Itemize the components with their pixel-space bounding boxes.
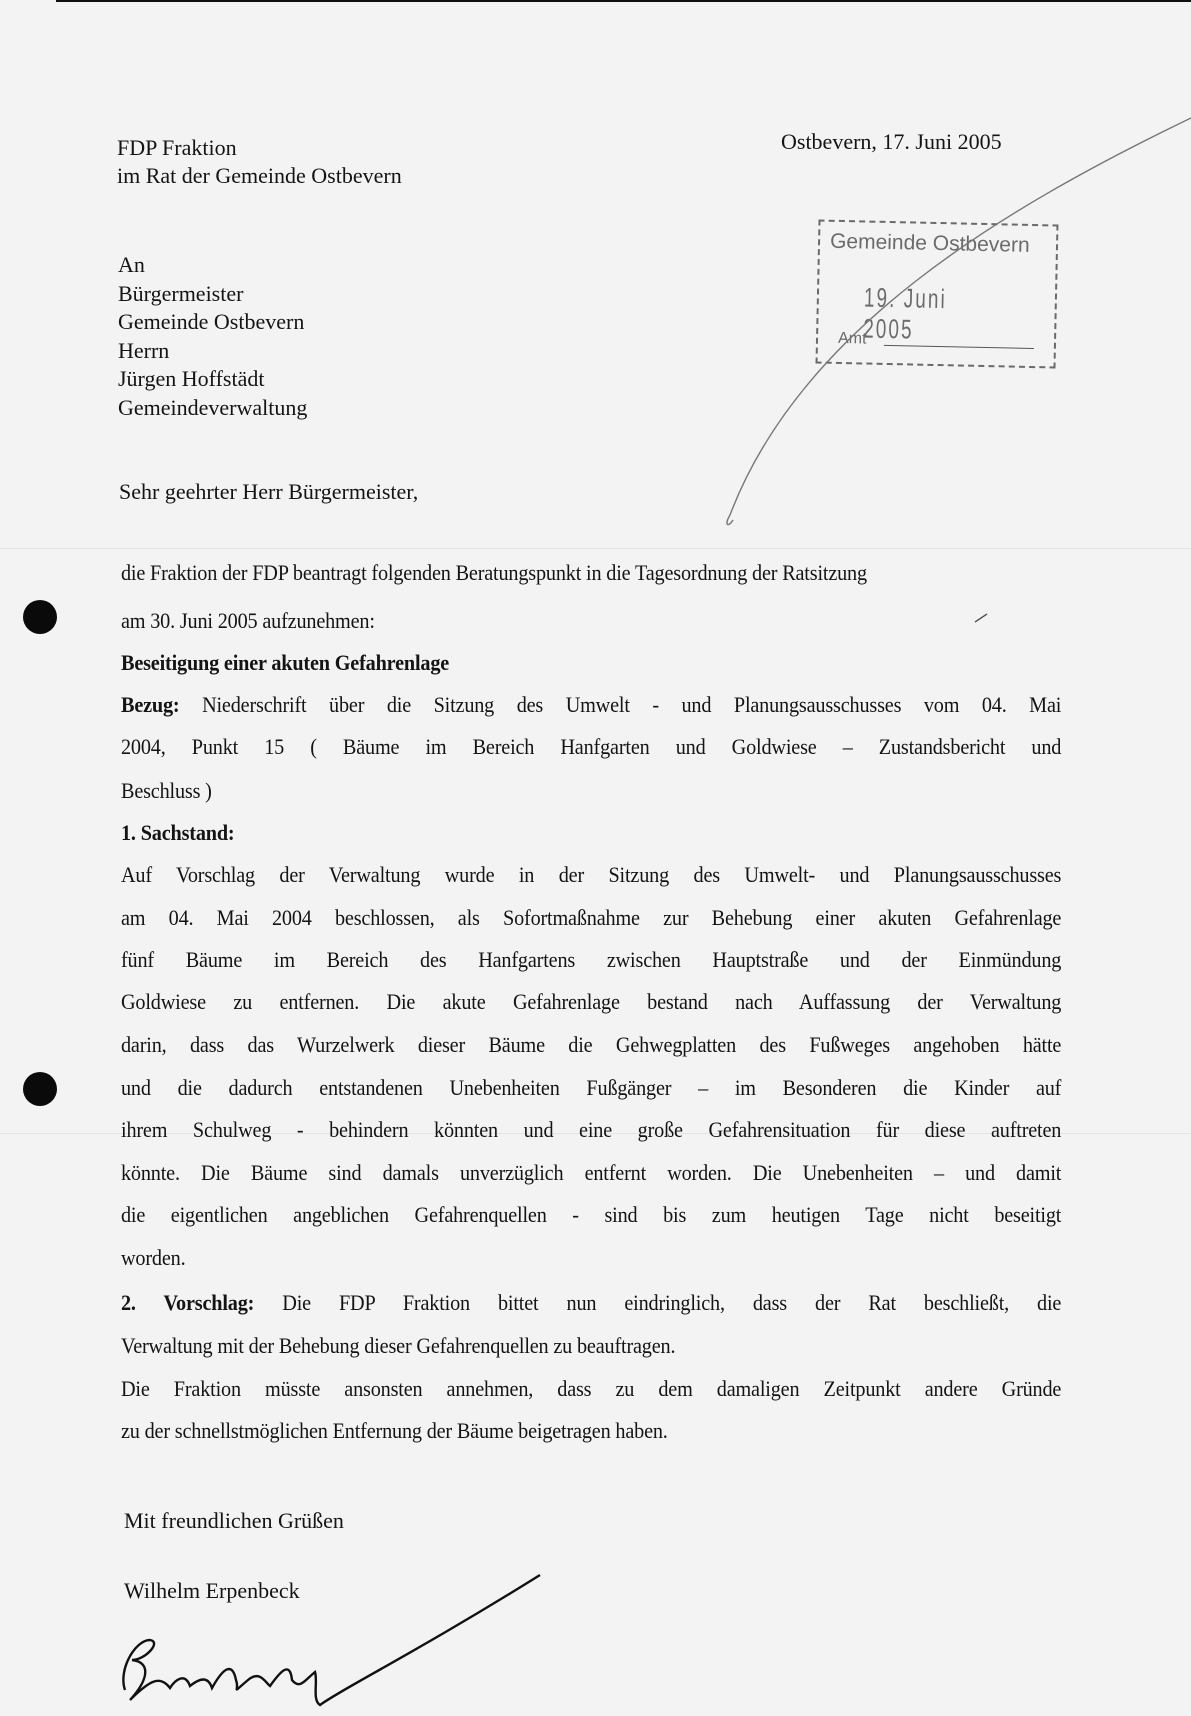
reference-line: 2004, Punkt 15 ( Bäume im Bereich Hanfgarten und Goldwiese – Zustandsbericht und: [121, 734, 1062, 759]
stamp-title: Gemeinde Ostbevern: [829, 229, 1030, 257]
body-line: worden.: [121, 1245, 186, 1270]
body-line: Auf Vorschlag der Verwaltung wurde in der Sitzung des Umwelt- und Planungsausschusses: [121, 862, 1062, 887]
section-heading: 1. Sachstand:: [121, 820, 235, 845]
proposal-line: Verwaltung mit der Behebung dieser Gefahrenquellen zu beauftragen.: [121, 1333, 676, 1358]
signer-name: Wilhelm Erpenbeck: [124, 1578, 300, 1603]
address-line: Gemeinde Ostbevern: [118, 309, 305, 334]
pen-stroke: [727, 118, 1191, 525]
address-line: An: [118, 252, 145, 277]
intro-line: die Fraktion der FDP beantragt folgenden Beratungspunkt in die Tagesordnung der Ratsitzung: [121, 560, 867, 585]
signature-icon: [123, 1575, 540, 1705]
body-line: die eigentlichen angeblichen Gefahrenquellen - sind bis zum heutigen Tage nicht beseitigt: [121, 1202, 1062, 1227]
sender-line: FDP Fraktion: [117, 135, 237, 160]
proposal-line: zu der schnellstmöglichen Entfernung der Bäume beigetragen haben.: [121, 1418, 668, 1443]
pen-tick: [975, 614, 987, 622]
body-line: und die dadurch entstandenen Unebenheiten Fußgänger – im Besonderen die Kinder auf: [121, 1075, 1062, 1100]
intro-line: am 30. Juni 2005 aufzunehmen:: [121, 608, 375, 633]
address-line: Herrn: [118, 337, 170, 363]
address-line: Gemeindeverwaltung: [118, 394, 308, 420]
body-line: könnte. Die Bäume sind damals unverzüglich entfernt worden. Die Unebenheiten – und damit: [121, 1160, 1062, 1185]
address-line: Bürgermeister: [118, 280, 244, 306]
address-line: Jürgen Hoffstädt: [118, 366, 265, 391]
subject-heading: Beseitigung einer akuten Gefahrenlage: [121, 650, 450, 675]
sender-line: im Rat der Gemeinde Ostbevern: [117, 163, 402, 188]
reference-line: Beschluss ): [121, 778, 212, 803]
body-line: Goldwiese zu entfernen. Die akute Gefahrenlage bestand nach Auffassung der Verwaltung: [121, 989, 1062, 1014]
stamp-amt-label: Amt: [837, 329, 867, 348]
closing: Mit freundlichen Grüßen: [124, 1508, 344, 1533]
proposal-line: Die Fraktion müsste ansonsten annehmen, dass zu dem damaligen Zeitpunkt andere Gründe: [121, 1376, 1062, 1401]
place-date: Ostbevern, 17. Juni 2005: [781, 129, 1002, 154]
body-line: darin, dass das Wurzelwerk dieser Bäume die Gehwegplatten des Fußweges angehoben hätte: [121, 1032, 1062, 1057]
reference-label: Bezug:: [121, 692, 180, 717]
proposal-line: 2. Vorschlag: Die FDP Fraktion bittet nun eindringlich, dass der Rat beschließt, die: [121, 1290, 1062, 1315]
section-heading: 2. Vorschlag:: [121, 1290, 255, 1315]
stamp-date: 19. Juni 2005: [862, 282, 948, 345]
body-line: ihrem Schulweg - behindern könnten und eine große Gefahrensituation für diese auftreten: [121, 1117, 1062, 1142]
salutation: Sehr geehrter Herr Bürgermeister,: [119, 479, 419, 504]
body-line: am 04. Mai 2004 beschlossen, als Sofortmaßnahme zur Behebung einer akuten Gefahrenlage: [121, 905, 1062, 930]
body-line: fünf Bäume im Bereich des Hanfgartens zwischen Hauptstraße und der Einmündung: [121, 947, 1062, 972]
reference-line: Bezug: Niederschrift über die Sitzung des Umwelt - und Planungsausschusses vom 04. Mai: [121, 692, 1062, 717]
